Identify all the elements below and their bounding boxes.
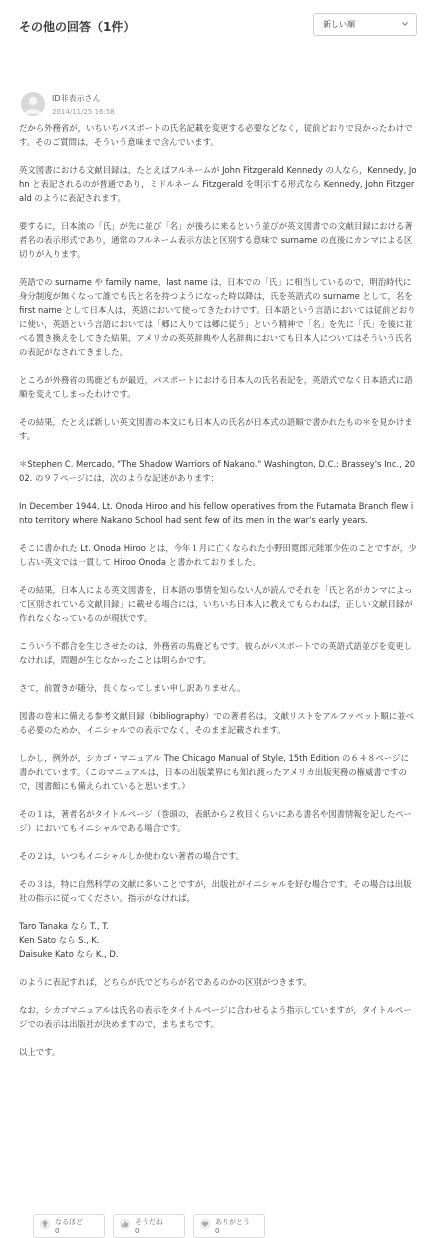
answer-paragraph: ところが外務省の馬鹿どもが最近，パスポートにおける日本人の氏名表記を，英語式でなく日本語式に語順を変えてしまったわけです。 xyxy=(19,375,413,399)
answer-paragraph: その２は，いつもイニシャルしか使わない著者の場合です。 xyxy=(19,851,244,861)
answer-paragraph: さて，前置きが随分，長くなってしまい申し訳ありません。 xyxy=(19,683,246,693)
answer-paragraph: のように表記すれば，どちらが氏でどちらが名であるのかの区別がつきます。 xyxy=(19,977,312,987)
reaction-count: 0 xyxy=(215,1227,220,1235)
section-title: その他の回答（1件） xyxy=(19,20,136,34)
answer-paragraph: その３は，特に自然科学の文献に多いことですが，出版社がイニシャルを好む場合です。その場合は出版社の指示に従ってください。指示がなければ， xyxy=(19,879,412,903)
avatar xyxy=(21,92,45,116)
answer-paragraph: 以上です。 xyxy=(19,1047,61,1057)
answer-body xyxy=(19,121,417,1073)
answer-paragraph: その１は，著者名がタイトルページ（巻頭の，表紙から２枚目くらいにある書名や図書情報を記したページ）においてもイニシャルである場合です。 xyxy=(19,809,412,833)
answer-paragraph: その結果，たとえば新しい英文図書の本文にも日本人の氏名が日本式の語順で書かれたもの＊を見かけます。 xyxy=(19,417,413,441)
reaction-count: 0 xyxy=(135,1227,140,1235)
user-silhouette-icon xyxy=(21,92,45,116)
sort-select-label: 新しい順 xyxy=(323,20,355,29)
answer-paragraph: In December 1944, Lt. Onoda Hiroo and his fellow operatives from the Futamata Branch flew into territory where Nakano School had sent few of its men in the war's early years. xyxy=(19,501,414,525)
answer-date: 2014/11/25 16:58 xyxy=(52,108,115,116)
answer-paragraph: その結果，日本人による英文図書を，日本語の事情を知らない人が読んでそれを「氏と名がカンマによって区別されている文献目録」に載せる場合には，いちいち日本人に教えてもらわねば，正しい文献目録が作れなくなっているのが現状です。 xyxy=(19,585,413,623)
answer-paragraph: ＊Stephen C. Mercado, "The Shadow Warriors of Nakano." Washington, D.C.: Brassey's Inc., 2002. の９７ページには，次のような記述があります： xyxy=(19,459,416,483)
author-name: ID非表示さん xyxy=(52,94,101,103)
chevron-down-icon xyxy=(402,21,408,27)
answer-paragraph: Taro Tanaka なら T., T. Ken Sato なら S., K. Daisuke Kato なら K., D. xyxy=(19,921,119,959)
answer-paragraph: 要するに，日本流の「氏」が先に並び「名」が後ろに来るという並びが英文図書での文献目録における著者名の表示形式であり，通常のフルネーム表示方法と区別する意味で surname の直後にカンマによる区切りが入ります。 xyxy=(19,221,413,259)
reaction-count: 0 xyxy=(55,1227,60,1235)
reaction-label: そうだね xyxy=(135,1218,163,1226)
reaction-arigatou-button[interactable] xyxy=(193,1214,265,1238)
reaction-label: なるほど xyxy=(55,1218,83,1226)
answer-paragraph: そこに書かれた Lt. Onoda Hiroo とは，今年１月に亡くなられた小野田寛郎元陸軍少佐のことですが，少し古い英文では一貫して Hiroo Onoda と書かれておりました。 xyxy=(19,543,417,567)
thumbs-up-icon xyxy=(119,1218,131,1230)
answers-header xyxy=(0,0,434,42)
answer-paragraph: 英文図書における文献目録は，たとえばフルネームが John Fitzgerald Kennedy の人なら，Kennedy, John と表記されるのが普通であり，ミドルネーム Fitzgerald を明示する形式なら Kennedy, John Fitzgerald のように表記されます。 xyxy=(19,165,417,203)
reaction-soudane-button[interactable] xyxy=(113,1214,185,1238)
lightbulb-icon xyxy=(39,1218,51,1230)
answer-paragraph: 英語での surname や family name，last name は，日本での「氏」に相当しているので，明治時代に身分制度が無くなって誰でも氏と名を持つようになった時以降は，氏を英語式の surname として，名を first name として日本人は，英語において使ってきたわけです。日本語という言語においては従前どおりに使い，英語という言語においては「郷に入りては郷に従う」という精神で「名」を先に「氏」を後に並べる置き換えをしてきた結果，アメリカの英英辞典や人名辞典においても日本人についてはそういう氏名の表記がなされてきました。 xyxy=(19,277,416,357)
answer-paragraph: こういう不都合を生じさせたのは，外務省の馬鹿どもです。彼らがパスポートでの英語式語並びを変更しなければ，問題が生じなかったことは明らかです。 xyxy=(19,641,412,665)
reaction-label: ありがとう xyxy=(215,1218,250,1226)
heart-icon xyxy=(199,1218,211,1230)
reaction-naruhodo-button[interactable] xyxy=(33,1214,105,1238)
answer-paragraph: だから外務省が，いちいちパスポートの氏名記載を変更する必要などなく，従前どおりで良かったわけです。そのご質問は，そういう意味まで含んでいます。 xyxy=(19,123,413,147)
answer-paragraph: なお，シカゴマニュアルは氏名の表示をタイトルページに合わせるよう指示していますが，タイトルページでの表示は出版社が決めますので，まちまちです。 xyxy=(19,1005,412,1029)
answer-paragraph: しかし，例外が，シカゴ・マニュアル The Chicago Manual of Style, 15th Edition の６４８ページに書かれています。（このマニュアルは，日本の出版業界にも知れ渡ったアメリカ出版実務の権威書ですので，図書館にも備えられていると思います。） xyxy=(19,753,409,791)
sort-select[interactable] xyxy=(313,13,417,36)
answer-paragraph: 図書の巻末に備える参考文献目録（bibliography）での著者名は，文献リストをアルファベット順に並べる必要のためか，イニシャルでの表示でなく，そのまま記載されます。 xyxy=(19,711,414,735)
